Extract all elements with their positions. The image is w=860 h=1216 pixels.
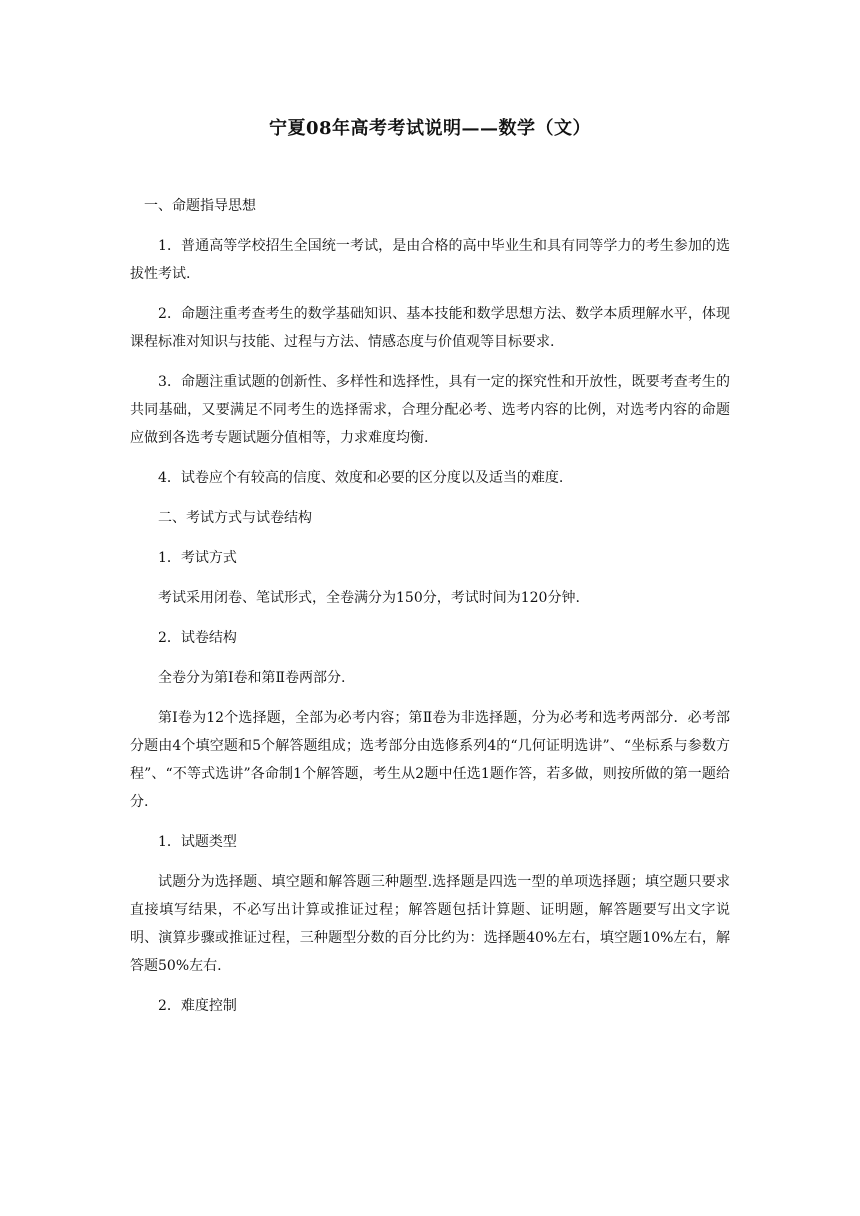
paragraph-paper-parts: 全卷分为第Ⅰ卷和第Ⅱ卷两部分. [158, 670, 346, 686]
subheading-exam-method: 1．考试方式 [158, 550, 237, 566]
paragraph-item-3: 3．命题注重试题的创新性、多样性和选择性，具有一定的探究性和开放性，既要考查考生的共同基础，又要满足不同考生的选择需求，合理分配必考、选考内容的比例，对选考内容的命题应做到各选考专题试题分值相等，力求难度均衡. [130, 374, 730, 446]
paragraph-item-1: 1．普通高等学校招生全国统一考试，是由合格的高中毕业生和具有同等学力的考生参加的选拔性考试. [130, 238, 730, 282]
section-heading-guiding-principles: 一、命题指导思想 [144, 198, 256, 214]
paragraph-exam-method: 考试采用闭卷、笔试形式，全卷满分为150分，考试时间为120分钟. [158, 590, 580, 606]
subheading-question-types: 1．试题类型 [158, 834, 237, 850]
paragraph-question-types: 试题分为选择题、填空题和解答题三种题型.选择题是四选一型的单项选择题；填空题只要求直接填写结果，不必写出计算或推证过程；解答题包括计算题、证明题，解答题要写出文字说明、演算步骤或推证过程，三种题型分数的百分比约为：选择题40%左右，填空题10%左右，解答题50%左右. [130, 874, 730, 974]
document-title: 宁夏08年高考考试说明——数学（文） [268, 118, 592, 139]
paragraph-paper-details: 第Ⅰ卷为12个选择题，全部为必考内容；第Ⅱ卷为非选择题，分为必考和选考两部分．必考部分题由4个填空题和5个解答题组成；选考部分由选修系列4的“几何证明选讲”、“坐标系与参数方程”、“不等式选讲”各命制1个解答题，考生从2题中任选1题作答，若多做，则按所做的第一题给分. [130, 710, 730, 810]
subheading-difficulty-control: 2．难度控制 [158, 998, 237, 1014]
section-heading-exam-format: 二、考试方式与试卷结构 [158, 510, 312, 526]
paragraph-item-4: 4．试卷应个有较高的信度、效度和必要的区分度以及适当的难度. [158, 470, 564, 486]
subheading-paper-structure: 2．试卷结构 [158, 630, 237, 646]
paragraph-item-2: 2．命题注重考查考生的数学基础知识、基本技能和数学思想方法、数学本质理解水平，体现课程标准对知识与技能、过程与方法、情感态度与价值观等目标要求. [130, 306, 730, 350]
document-body [130, 192, 730, 1032]
